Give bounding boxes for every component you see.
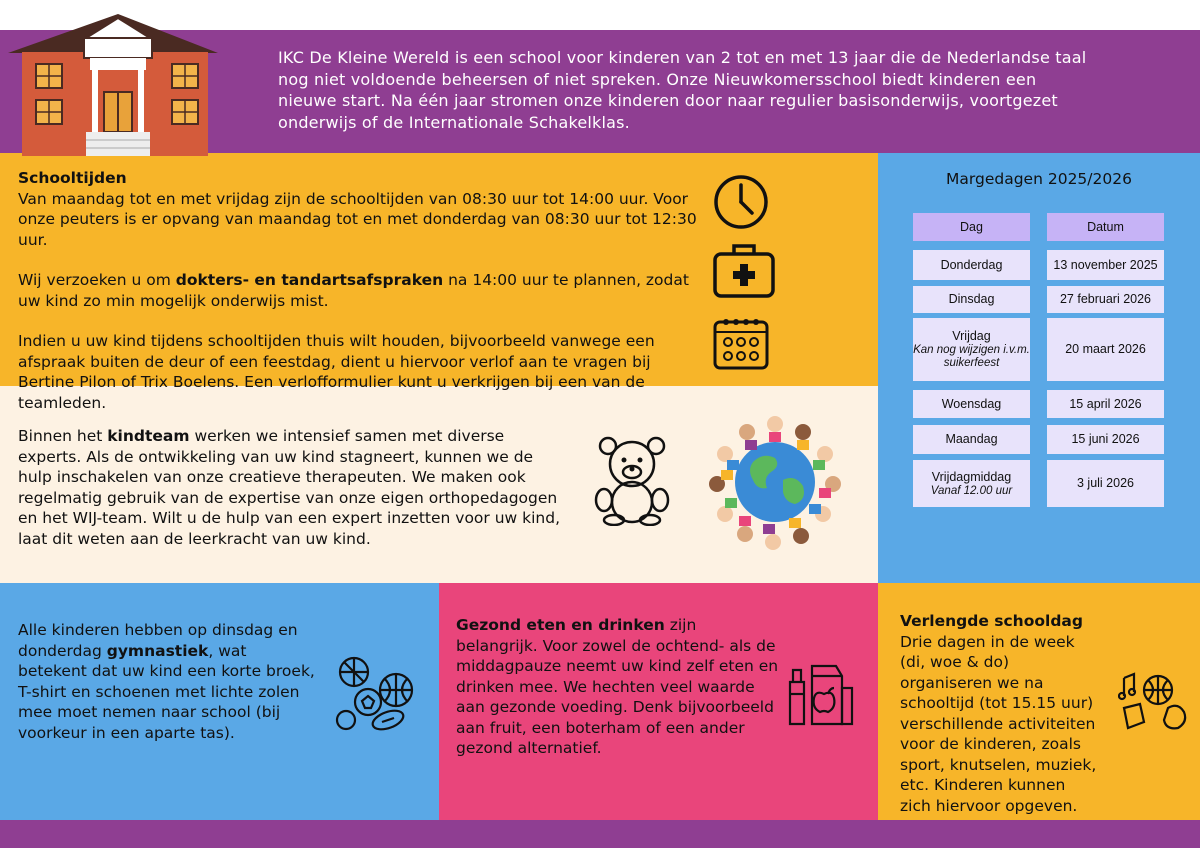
intro-text: IKC De Kleine Wereld is een school voor kinderen van 2 tot en met 13 jaar die de Nederlandse taal nog niet voldoende beheersen of niet spreken. Onze Nieuwkomersschool biedt kinderen een nieuwe start. Na één jaar stromen onze kinderen door naar regulier basisonderwijs, voortgezet onderwijs of de Internationale Schakelklas. bbox=[278, 48, 1087, 132]
table-cell-day: Vrijdagmiddag Vanaf 12.00 uur bbox=[913, 460, 1030, 507]
schooltijden-title: Schooltijden bbox=[18, 169, 127, 187]
margedagen-block bbox=[878, 153, 1200, 583]
gym-text: Alle kinderen hebben op dinsdag en donderdag gymnastiek, wat betekent dat uw kind een korte broek, T-shirt en schoenen met lichte zolen mee moet nemen naar school (bij voorkeur in een aparte tas). bbox=[18, 621, 315, 742]
eten-bold: Gezond eten en drinken bbox=[456, 616, 665, 634]
sports-balls-icon bbox=[334, 654, 416, 734]
verlengd-title: Verlengde schooldag bbox=[900, 612, 1083, 630]
calendar-icon bbox=[712, 316, 770, 372]
teddy-bear-icon bbox=[594, 436, 670, 526]
table-cell-day: Maandag bbox=[913, 425, 1030, 454]
table-header-day: Dag bbox=[913, 213, 1030, 241]
table-cell-date: 15 april 2026 bbox=[1047, 390, 1164, 418]
gym-bold: gymnastiek bbox=[106, 641, 209, 660]
table-cell-date: 3 juli 2026 bbox=[1047, 460, 1164, 507]
schooltijden-p2: Wij verzoeken u om dokters- en tandartsafspraken na 14:00 uur te plannen, zodat uw kind zo min mogelijk onderwijs mist. bbox=[18, 271, 689, 310]
groceries-icon bbox=[784, 660, 854, 726]
first-aid-kit-icon bbox=[712, 240, 776, 300]
margedagen-title: Margedagen 2025/2026 bbox=[946, 170, 1132, 188]
eten-text: Gezond eten en drinken zijn belangrijk. Voor zowel de ochtend- als de middagpauze neemt uw kind zelf eten en drinken mee. We hechten veel waarde aan gezonde voeding. Denk bijvoorbeeld aan fruit, een boterham of een ander gezond alternatief. bbox=[456, 616, 779, 757]
verlengd-body: Drie dagen in de week (di, woe & do) organiseren we na schooltijd (tot 15.15 uur) verschillende activiteiten voor de kinderen, zoals sport, knutselen, muziek, etc. Kinderen kunnen zich hiervoor opgeven. bbox=[900, 632, 1097, 815]
table-cell-note: Vanaf 12.00 uur bbox=[930, 484, 1013, 497]
kindteam-text: Binnen het kindteam werken we intensief samen met diverse experts. Als de ontwikkeling van uw kind stagneert, kunnen we de hulp inschakelen van onze creatieve therapeuten. We maken ook regelmatig gebruik van de expertise van onze eigen orthopedagogen en het WIJ-team. Wilt u de hulp van een expert inzetten voor uw kind, laat dit weten aan de leerkracht van uw kind. bbox=[18, 427, 561, 548]
children-around-globe-icon bbox=[705, 410, 845, 550]
kindteam-bold: kindteam bbox=[107, 427, 190, 445]
table-cell-note: Kan nog wijzigen i.v.m. suikerfeest bbox=[913, 344, 1030, 369]
schooltijden-p1: Van maandag tot en met vrijdag zijn de schooltijden van 08:30 uur tot 14:00 uur. Voor onze peuters is er opvang van maandag tot en met donderdag van 08:30 uur tot 12:30 uur. bbox=[18, 189, 697, 249]
table-cell-date: 15 juni 2026 bbox=[1047, 425, 1164, 454]
clock-icon bbox=[712, 173, 770, 231]
table-cell-date: 27 februari 2026 bbox=[1047, 286, 1164, 313]
music-art-icon bbox=[1118, 668, 1190, 730]
verlengd-text bbox=[900, 611, 1100, 816]
table-cell-date: 20 maart 2026 bbox=[1047, 318, 1164, 381]
table-cell-day: Dinsdag bbox=[913, 286, 1030, 313]
footer-band bbox=[0, 820, 1200, 848]
table-header-date: Datum bbox=[1047, 213, 1164, 241]
school-building-icon bbox=[8, 8, 223, 156]
table-cell-day: Vrijdag Kan nog wijzigen i.v.m. suikerfeest bbox=[913, 318, 1030, 381]
table-cell-day: Woensdag bbox=[913, 390, 1030, 418]
table-cell-day: Donderdag bbox=[913, 250, 1030, 280]
schooltijden-text bbox=[18, 168, 698, 413]
schooltijden-p3: Indien u uw kind tijdens schooltijden thuis wilt houden, bijvoorbeeld vanwege een afspraak buiten de deur of een feestdag, dient u hiervoor verlof aan te vragen bij Bertine Pilon of Trix Boelens. Een verlofformulier kunt u verkrijgen bij een van de teamleden. bbox=[18, 332, 655, 412]
table-cell-date: 13 november 2025 bbox=[1047, 250, 1164, 280]
